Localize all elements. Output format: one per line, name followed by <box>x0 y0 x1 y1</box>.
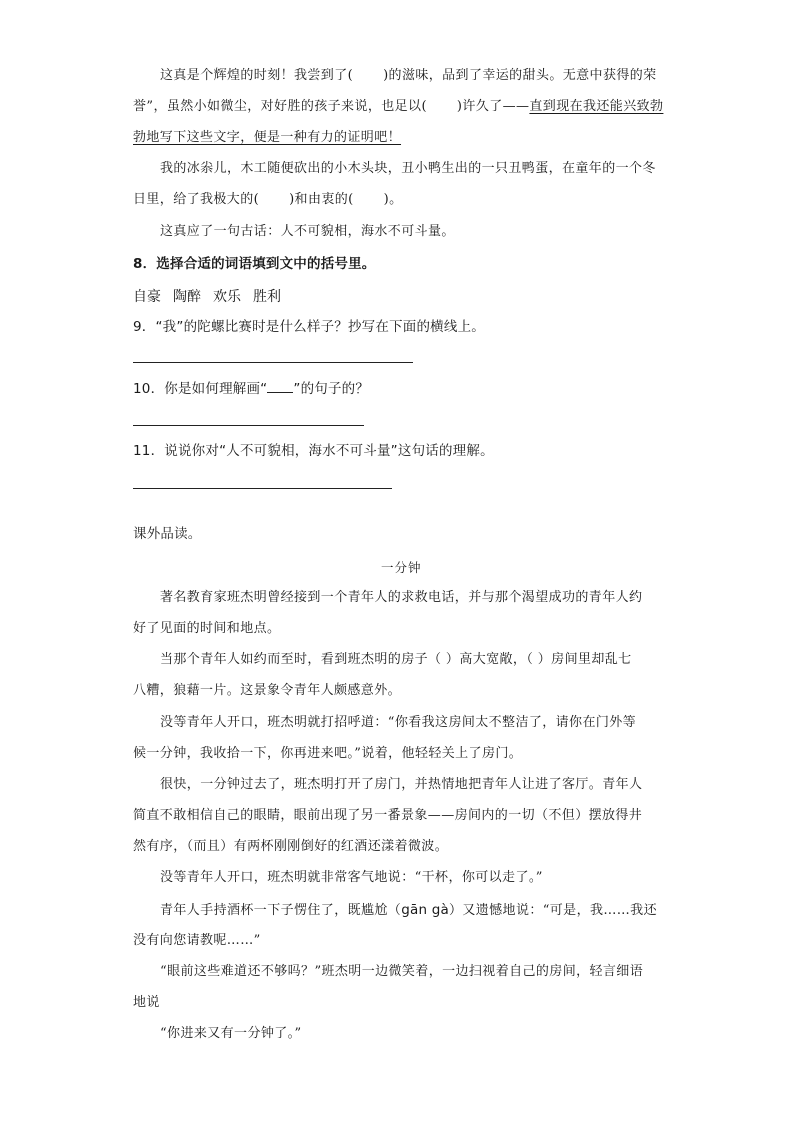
question-11 <box>133 441 494 461</box>
underlined-sentence: 勃地写下这些文字，便是一种有力的证明吧！ <box>133 130 402 145</box>
story-line: 很快，一分钟过去了，班杰明打开了房门，并热情地把青年人让进了客厅。青年人 <box>160 777 643 792</box>
word-option: 欢乐 <box>213 289 241 305</box>
pinyin: gān gà <box>401 902 449 918</box>
story-line: 没有向您请教呢……” <box>133 933 261 948</box>
story-line: 著名教育家班杰明曾经接到一个青年人的求救电话，并与那个渴望成功的青年人约 <box>160 590 643 605</box>
passage-text: )和由衷的( <box>289 192 354 207</box>
word-option: 陶醉 <box>173 289 201 305</box>
answer-line[interactable] <box>133 488 392 489</box>
story-line: 然有序，（而且）有两杯刚刚倒好的红酒还漾着微波。 <box>133 839 449 854</box>
passage-line <box>133 97 663 117</box>
story-line: “眼前这些难道还不够吗？”班杰明一边微笑着，一边扫视着自己的房间，轻言细语 <box>160 964 644 979</box>
section-heading: 课外品读。 <box>133 526 202 542</box>
question-text: 8．选择合适的词语填到文中的括号里。 <box>133 256 376 272</box>
story-line: 没等青年人开口，班杰明就非常客气地说：“干杯，你可以走了。” <box>160 870 543 885</box>
question-text: 10．你是如何理解画“ <box>133 381 268 397</box>
question-9 <box>133 317 485 337</box>
question-8 <box>133 254 376 274</box>
word-option: 胜利 <box>253 289 281 305</box>
story-line: 地说 <box>133 995 160 1010</box>
word-option: 自豪 <box>133 289 161 305</box>
story-line: “你进来又有一分钟了。” <box>160 1026 302 1041</box>
passage-line <box>160 66 657 86</box>
underlined-sentence: 直到现在我还能兴致勃 <box>529 99 664 114</box>
story-text: 青年人手持酒杯一下子愣住了，既尴尬（ <box>160 903 402 918</box>
underline-mark <box>267 379 293 393</box>
story-title: 一分钟 <box>381 560 422 575</box>
passage-text: )的滋味，品到了幸运的甜头。无意中获得的荣 <box>383 68 657 83</box>
question-10 <box>133 379 369 399</box>
passage-line <box>133 190 403 210</box>
passage-line: 我的冰尜儿，木工随便砍出的小木头块，丑小鸭生出的一只丑鸭蛋，在童年的一个冬 <box>160 161 656 176</box>
answer-line[interactable] <box>133 362 413 363</box>
question-text: 11．说说你对“人不可貌相，海水不可斗量”这句话的理解。 <box>133 443 494 459</box>
story-line <box>160 900 657 921</box>
passage-text: )许久了—— <box>456 99 530 114</box>
passage-text: 日里，给了我极大的( <box>133 192 260 207</box>
word-bank <box>133 286 293 306</box>
story-text: ）又遗憾地说：“可是，我……我还 <box>448 903 657 918</box>
story-line: 八糟，狼藉一片。这景象令青年人颇感意外。 <box>133 683 402 698</box>
question-text: 9．“我”的陀螺比赛时是什么样子？抄写在下面的横线上。 <box>133 319 485 335</box>
passage-line: 这真应了一句古话：人不可貌相，海水不可斗量。 <box>160 224 455 239</box>
story-line: 没等青年人开口，班杰明就打招呼道：“你看我这房间太不整洁了，请你在门外等 <box>160 715 637 730</box>
story-line: 当那个青年人如约而至时，看到班杰明的房子（ ）高大宽敞，（ ）房间里却乱七 <box>160 652 632 667</box>
story-line: 候一分钟，我收拾一下，你再进来吧。”说着，他轻轻关上了房门。 <box>133 746 523 761</box>
story-line: 简直不敢相信自己的眼睛，眼前出现了另一番景象——房间内的一切（不但）摆放得井 <box>133 808 643 823</box>
passage-text: 这真是个辉煌的时刻！我尝到了( <box>160 68 354 83</box>
question-text: ”的句子的？ <box>293 381 370 397</box>
passage-text: 誉”，虽然小如微尘，对好胜的孩子来说，也足以( <box>133 99 427 114</box>
passage-text: )。 <box>383 192 403 207</box>
story-line: 好了见面的时间和地点。 <box>133 621 281 636</box>
answer-line[interactable] <box>133 425 364 426</box>
